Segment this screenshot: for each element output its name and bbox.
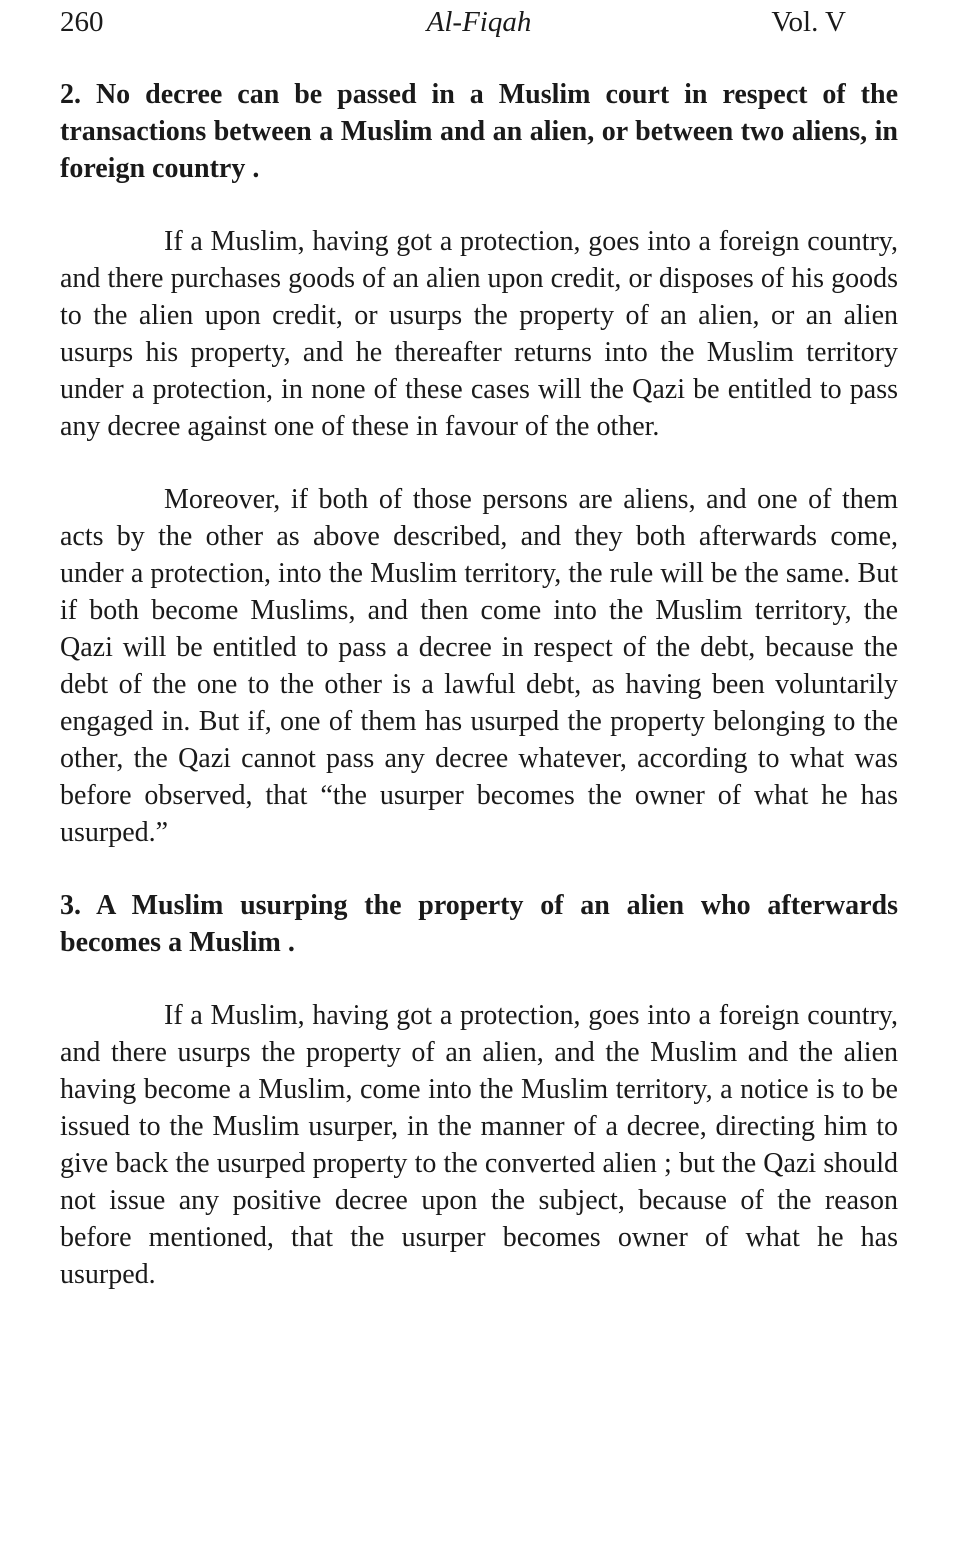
page-number: 260 (60, 6, 104, 38)
section-heading: 2. No decree can be passed in a Muslim court in respect of the transactions between a Muslim and an alien, or between two aliens, in foreign country . (60, 79, 898, 184)
volume-label: Vol. V (771, 6, 846, 38)
body-paragraph: Moreover, if both of those persons are aliens, and one of them acts by the other as above described, and they both afterwards come, under a protection, into the Muslim territory, the rule will be the same. But if both become Muslims, and then come into the Muslim territory, the Qazi will be entitled to pass a decree in respect of the debt, because the debt of the one to the other is a lawful debt, as having been voluntarily engaged in. But if, one of them has usurped the property belonging to the other, the Qazi cannot pass any decree whatever, according to what was before observed, that “the usurper becomes the owner of what he has usurped.” (60, 484, 898, 848)
body-paragraph: If a Muslim, having got a protection, goes into a foreign country, and there purchases goods of an alien upon credit, or disposes of his goods to the alien upon credit, or usurps the property of an alien, or an alien usurps his property, and he thereafter returns into the Muslim territory under a protection, in none of these cases will the Qazi be entitled to pass any decree against one of these in favour of the other. (60, 226, 898, 442)
book-title: Al-Fiqah (426, 6, 532, 38)
section-heading: 3. A Muslim usurping the property of an alien who afterwards becomes a Muslim . (60, 890, 898, 958)
running-header (60, 0, 898, 44)
book-page (60, 0, 898, 1293)
body-paragraph: If a Muslim, having got a protection, goes into a foreign country, and there usurps the property of an alien, and the Muslim and the alien having become a Muslim, come into the Muslim territory, a notice is to be issued to the Muslim usurper, in the manner of a decree, directing him to give back the usurped property to the converted alien ; but the Qazi should not issue any positive decree upon the subject, because of the reason before mentioned, that the usurper becomes owner of what he has usurped. (60, 1000, 898, 1290)
